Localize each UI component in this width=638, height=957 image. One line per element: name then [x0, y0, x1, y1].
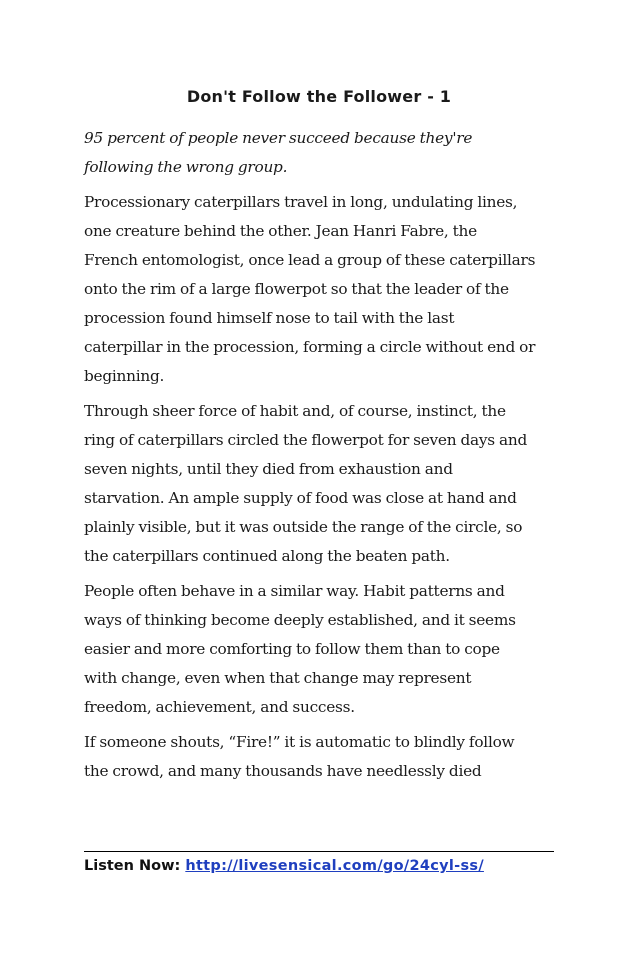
paragraph — [84, 188, 562, 391]
text-line: plainly visible, but it was outside the range of the circle, so — [84, 518, 523, 536]
text-line: seven nights, until they died from exhaustion and — [84, 460, 453, 478]
text-line: If someone shouts, “Fire!” it is automatic to blindly follow — [84, 733, 515, 751]
page-title: Don't Follow the Follower - 1 — [186, 87, 452, 106]
text-line: Through sheer force of habit and, of course, instinct, the — [84, 402, 506, 420]
footer — [84, 856, 562, 876]
text-line: 95 percent of people never succeed because they're — [84, 129, 473, 147]
text-line: ring of caterpillars circled the flowerpot for seven days and — [84, 431, 527, 449]
paragraph — [84, 577, 562, 722]
text-line: easier and more comforting to follow them than to cope — [84, 640, 500, 658]
text-line: procession found himself nose to tail with the last — [84, 309, 455, 327]
footer-label: Listen Now: — [84, 858, 186, 874]
text-line: freedom, achievement, and success. — [84, 698, 355, 716]
text-line: Processionary caterpillars travel in long, undulating lines, — [84, 193, 518, 211]
text-line: beginning. — [84, 367, 165, 385]
text-line: French entomologist, once lead a group of these caterpillars — [84, 251, 536, 269]
text-line: People often behave in a similar way. Habit patterns and — [84, 582, 505, 600]
footer-divider — [84, 851, 554, 852]
text-line: caterpillar in the procession, forming a circle without end or — [84, 338, 536, 356]
text-line: ways of thinking become deeply established, and it seems — [84, 611, 516, 629]
subtitle-paragraph — [84, 124, 562, 182]
listen-now-link[interactable]: http://livesensical.com/go/24cyl-ss/ — [185, 858, 484, 874]
text-line: following the wrong group. — [84, 158, 288, 176]
text-line: with change, even when that change may represent — [84, 669, 472, 687]
text-line: starvation. An ample supply of food was close at hand and — [84, 489, 517, 507]
paragraph — [84, 728, 562, 786]
text-line: one creature behind the other. Jean Hanri Fabre, the — [84, 222, 477, 240]
text-line: the crowd, and many thousands have needlessly died — [84, 762, 482, 780]
text-line: onto the rim of a large flowerpot so that the leader of the — [84, 280, 509, 298]
paragraph — [84, 397, 562, 571]
document-body — [84, 124, 562, 792]
text-line: the caterpillars continued along the beaten path. — [84, 547, 450, 565]
